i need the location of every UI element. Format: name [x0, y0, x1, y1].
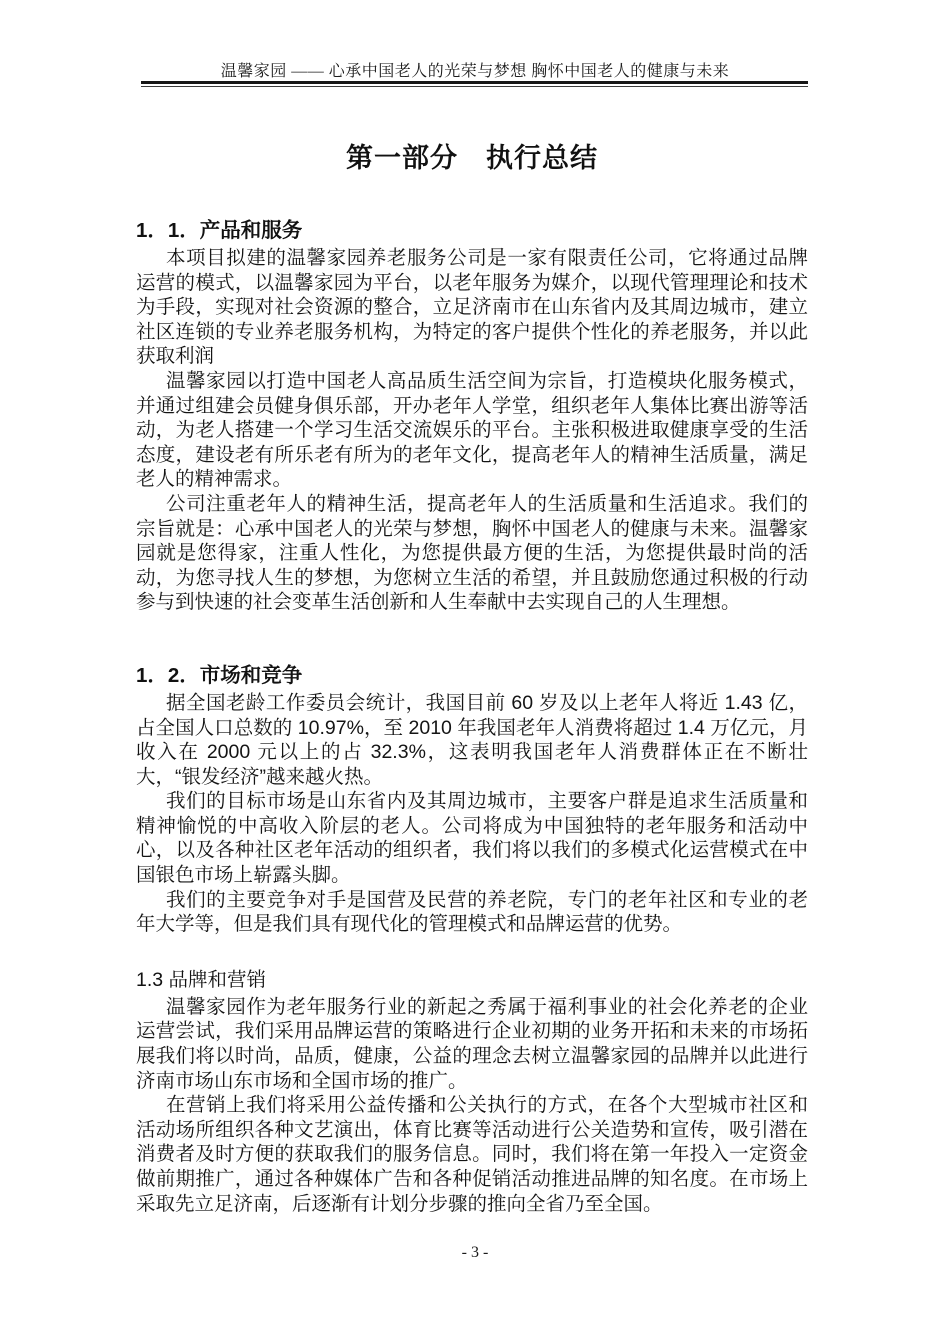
document-content — [136, 138, 808, 1216]
paragraph: 温馨家园以打造中国老人高品质生活空间为宗旨，打造模块化服务模式，并通过组建会员健身俱乐部，开办老年人学堂，组织老年人集体比赛出游等活动，为老人搭建一个学习生活交流娱乐的平台。主张积极进取健康享受的生活态度，建设老有所乐老有所为的老年文化，提高老年人的精神生活质量，满足老人的精神需求。 — [136, 369, 808, 491]
section-heading-brand-and-marketing: 1.3 品牌和营销 — [136, 968, 267, 991]
section-market-and-competition — [136, 663, 808, 937]
page-number: - 3 - — [461, 1244, 489, 1261]
paragraph: 公司注重老年人的精神生活，提高老年人的生活质量和生活追求。我们的宗旨就是：心承中国老人的光荣与梦想，胸怀中国老人的健康与未来。温馨家园就是您得家，注重人性化，为您提供最方便的生活，为您提供最时尚的活动，为您寻找人生的梦想，为您树立生活的希望，并且鼓励您通过积极的行动参与到快速的社会变革生活创新和人生奉献中去实现自己的人生理想。 — [136, 492, 808, 614]
paragraph: 我们的目标市场是山东省内及其周边城市，主要客户群是追求生活质量和精神愉悦的中高收入阶层的老人。公司将成为中国独特的老年服务和活动中心，以及各种社区老年活动的组织者，我们将以我们的多模式化运营模式在中国银色市场上崭露头脚。 — [136, 790, 808, 887]
document-title: 第一部分 执行总结 — [346, 143, 598, 173]
paragraph: 温馨家园作为老年服务行业的新起之秀属于福利事业的社会化养老的企业运营尝试，我们采用品牌运营的策略进行企业初期的业务开拓和未来的市场拓展我们将以时尚，品质，健康，公益的理念去树立温馨家园的品牌并以此进行济南市场山东市场和全国市场的推广。 — [136, 995, 808, 1092]
header-divider-rule — [141, 81, 808, 87]
paragraph: 在营销上我们将采用公益传播和公关执行的方式，在各个大型城市社区和活动场所组织各种文艺演出，体育比赛等活动进行公关造势和宣传，吸引潜在消费者及时方便的获取我们的服务信息。同时，我们将在第一年投入一定资金做前期推广，通过各种媒体广告和各种促销活动推进品牌的知名度。在市场上采取先立足济南，后逐渐有计划分步骤的推向全省乃至全国。 — [136, 1094, 808, 1215]
section-heading-products-and-services: 1．1．产品和服务 — [136, 219, 303, 242]
paragraph: 据全国老龄工作委员会统计，我国目前 60 岁及以上老年人将近 1.43 亿，占全国人口总数的 10.97%，至 2010 年我国老年人消费将超过 1.4 万亿元，月收入在 2000 元以上的占 32.3%，这表明我国老年人消费群体正在不断壮大，“银发经济”越来越火热。 — [136, 691, 808, 788]
section-heading-market-and-competition: 1．2．市场和竞争 — [136, 663, 303, 687]
running-header: 温馨家园 —— 心承中国老人的光荣与梦想 胸怀中国老人的健康与未来 — [220, 63, 730, 80]
paragraph: 本项目拟建的温馨家园养老服务公司是一家有限责任公司，它将通过品牌运营的模式，以温馨家园为平台，以老年服务为媒介，以现代管理理论和技术为手段，实现对社会资源的整合，立足济南市在山东省内及其周边城市，建立社区连锁的专业养老服务机构，为特定的客户提供个性化的养老服务，并以此获取利润 — [136, 247, 808, 368]
paragraph: 我们的主要竞争对手是国营及民营的养老院，专门的老年社区和专业的老年大学等，但是我们具有现代化的管理模式和品牌运营的优势。 — [136, 888, 808, 936]
section-brand-and-marketing — [136, 967, 808, 1216]
section-products-and-services — [136, 218, 808, 615]
